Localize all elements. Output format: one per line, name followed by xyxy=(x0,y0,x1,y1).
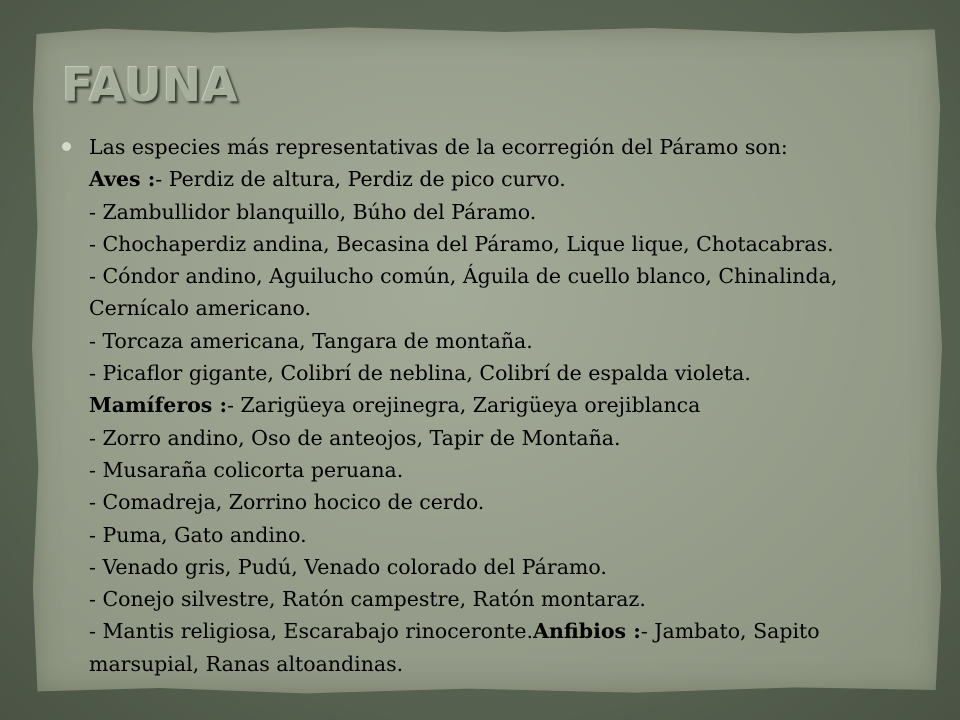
aves-label: Aves : xyxy=(89,167,156,192)
aves-item: - Picaflor gigante, Colibrí de neblina, Colibrí de espalda violeta. xyxy=(89,361,751,386)
final-line: marsupial, Ranas altoandinas. xyxy=(89,651,404,676)
mamiferos-item: - Venado gris, Pudú, Venado colorado del Páramo. xyxy=(89,554,607,579)
bullet-icon xyxy=(62,142,71,151)
anfibios-line xyxy=(89,615,934,647)
slide-body xyxy=(89,131,934,680)
mamiferos-item: - Zorro andino, Oso de anteojos, Tapir de Montaña. xyxy=(89,425,621,450)
mamiferos-line xyxy=(89,389,934,421)
anfibios-label: Anfibios : xyxy=(533,619,641,644)
mamiferos-label: Mamíferos : xyxy=(89,393,228,418)
intro-line: Las especies más representativas de la ecorregión del Páramo son: xyxy=(89,135,788,159)
insectos-text: - Mantis religiosa, Escarabajo rinoceronte. xyxy=(89,619,534,644)
mamiferos-item: - Conejo silvestre, Ratón campestre, Ratón montaraz. xyxy=(89,587,646,612)
aves-item: - Zambullidor blanquillo, Búho del Páramo. xyxy=(89,199,537,224)
anfibios-text: - Jambato, Sapito xyxy=(640,619,820,644)
aves-text: - Perdiz de altura, Perdiz de pico curvo. xyxy=(155,167,566,192)
aves-item: - Cóndor andino, Aguilucho común, Águila de cuello blanco, Chinalinda, xyxy=(89,264,838,289)
aves-item: - Chochaperdiz andina, Becasina del Páramo, Lique lique, Chotacabras. xyxy=(89,231,834,256)
aves-item: Cernícalo americano. xyxy=(89,296,312,321)
mamiferos-item: - Musaraña colicorta peruana. xyxy=(89,457,404,482)
aves-item: - Torcaza americana, Tangara de montaña. xyxy=(89,328,533,353)
mamiferos-item: - Comadreja, Zorrino hocico de cerdo. xyxy=(89,490,485,515)
aves-line xyxy=(89,163,934,195)
mamiferos-text: - Zarigüeya orejinegra, Zarigüeya orejiblanca xyxy=(227,393,701,418)
slide-title: FAUNA xyxy=(62,58,239,112)
mamiferos-item: - Puma, Gato andino. xyxy=(89,522,307,547)
